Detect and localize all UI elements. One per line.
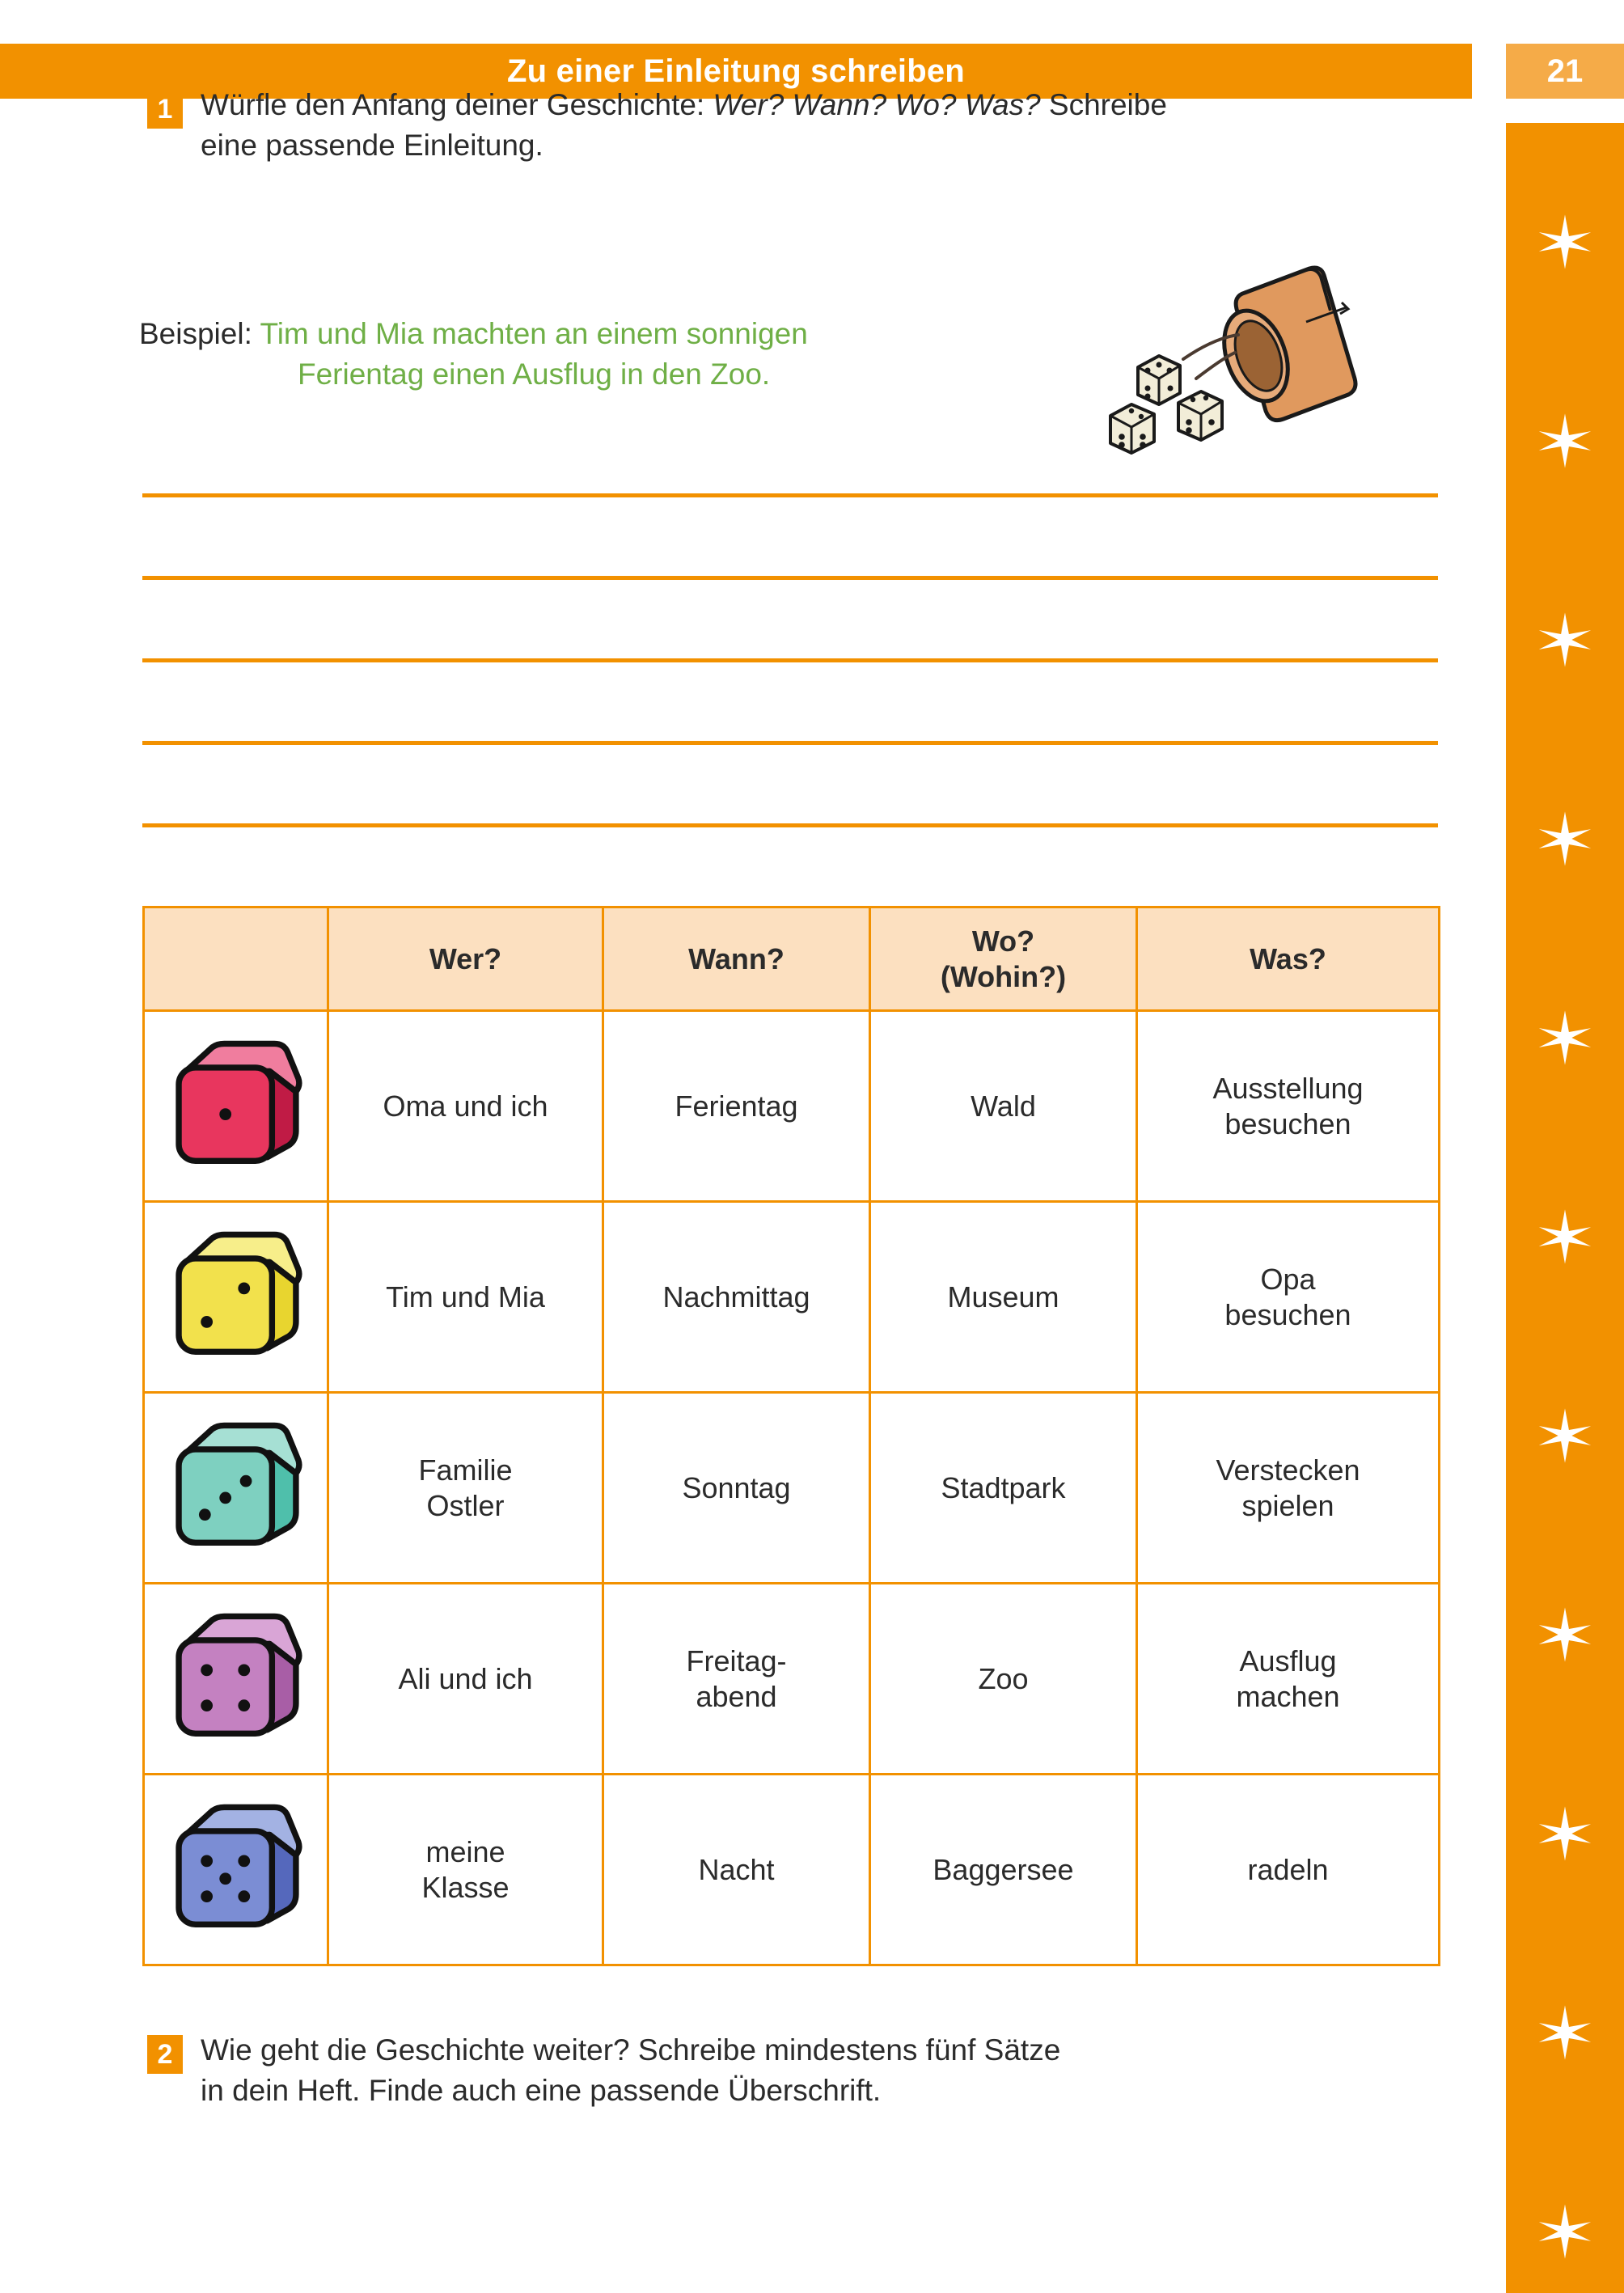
tumbling-die-icon [1138,356,1180,404]
writing-line[interactable] [142,658,1438,662]
table-cell-was-line1: Verstecken [1216,1453,1360,1487]
page-number-box [1506,44,1624,99]
table-header-wo [870,907,1137,1011]
table-cell-wann: Nacht [603,1775,870,1965]
tumbling-die-icon [1178,391,1222,440]
table-header-row [144,907,1440,1011]
task-1-text-italic: Wer? Wann? Wo? Was? [713,88,1041,121]
dice-cup-icon [1212,268,1355,421]
writing-lines-area[interactable] [142,493,1438,827]
die-5-blue-icon [145,1801,327,1939]
die-3-teal-icon [145,1419,327,1557]
table-row [144,1775,1440,1965]
table-header-wann: Wann? [603,907,870,1011]
task-2-line1: Wie geht die Geschichte weiter? Schreibe mindestens fünf Sätze [201,2033,1061,2067]
task-2-text [201,2030,1060,2112]
task-1-text [201,85,1231,167]
table-cell-wann [603,1584,870,1775]
task-1-text-part1: Würfle den Anfang deiner Geschichte: [201,88,713,121]
table-cell-wer-line1: meine [425,1835,505,1869]
table-cell-was [1137,1011,1440,1202]
die-2-yellow-icon [145,1229,327,1366]
table-cell-wer-line2: Klasse [421,1870,510,1904]
sparkle-star-icon [1537,611,1593,668]
table-header-die [144,907,328,1011]
table-cell-was-line1: Ausstellung [1212,1072,1364,1106]
table-header-was: Was? [1137,907,1440,1011]
writing-line[interactable] [142,823,1438,827]
page-number: 21 [1546,53,1584,89]
tumbling-die-icon [1110,404,1154,453]
table-row [144,1584,1440,1775]
decorative-sidebar [1506,123,1624,2293]
table-cell-die [144,1775,328,1965]
dice-cup-illustration [1064,257,1387,484]
table-cell-wer: Tim und Mia [328,1202,603,1393]
table-cell-wo: Wald [870,1011,1137,1202]
table-cell-was [1137,1584,1440,1775]
sparkle-star-icon [1537,2004,1593,2061]
table-cell-wann-line2: abend [696,1679,777,1713]
table-cell-was-line1: Ausflug [1239,1644,1337,1678]
task-1-number: 1 [147,90,183,129]
table-cell-was [1137,1393,1440,1584]
table-row [144,1011,1440,1202]
table-cell-wer: Oma und ich [328,1011,603,1202]
die-1-red-icon [145,1038,327,1175]
table-cell-wer [328,1775,603,1965]
table-cell-was: radeln [1137,1775,1440,1965]
sparkle-star-icon [1537,214,1593,270]
sparkle-star-icon [1537,810,1593,867]
sparkle-star-icon [1537,1606,1593,1663]
example-label: Beispiel: [139,317,252,350]
table-cell-die [144,1393,328,1584]
writing-line[interactable] [142,493,1438,497]
table-cell-was-line2: machen [1236,1679,1340,1713]
table-cell-wo: Baggersee [870,1775,1137,1965]
table-header-wer: Wer? [328,907,603,1011]
story-elements-table [142,906,1440,1966]
table-cell-wo: Stadtpark [870,1393,1137,1584]
table-cell-die [144,1584,328,1775]
writing-line[interactable] [142,741,1438,745]
table-cell-was-line2: besuchen [1224,1106,1351,1140]
task-2-number: 2 [147,2035,183,2074]
table-row [144,1202,1440,1393]
table-cell-wer-line2: Ostler [426,1488,505,1522]
sparkle-star-icon [1537,412,1593,469]
table-header-wo-line2: (Wohin?) [940,959,1067,993]
task-2-line2: in dein Heft. Finde auch eine passende Überschrift. [201,2074,882,2108]
table-cell-wer-line1: Familie [418,1453,513,1487]
sparkle-star-icon [1537,1208,1593,1265]
table-cell-wann: Nachmittag [603,1202,870,1393]
sparkle-star-icon [1537,1805,1593,1862]
table-row [144,1393,1440,1584]
example-sentence-line1: Tim und Mia machten an einem sonnigen [260,317,808,350]
table-cell-wo: Zoo [870,1584,1137,1775]
sparkle-star-icon [1537,1407,1593,1464]
table-cell-was-line2: besuchen [1224,1297,1351,1331]
table-cell-wann: Sonntag [603,1393,870,1584]
table-cell-wer: Ali und ich [328,1584,603,1775]
task-1-text-part2: Schreibe eine passende Einleitung. [201,88,1167,163]
page-title: Zu einer Einleitung schreiben [507,53,965,89]
sparkle-star-icon [1537,2203,1593,2260]
example-sentence-line2: Ferientag einen Ausflug in den Zoo. [298,357,771,391]
table-cell-was [1137,1202,1440,1393]
task-1 [147,85,1231,167]
sparkle-star-icon [1537,1009,1593,1066]
writing-line[interactable] [142,576,1438,580]
table-cell-die [144,1202,328,1393]
task-2 [147,2030,1360,2112]
table-cell-wann-line1: Freitag- [686,1644,787,1678]
table-cell-was-line2: spielen [1241,1488,1334,1522]
table-cell-wann: Ferientag [603,1011,870,1202]
table-header-wo-line1: Wo? [971,924,1035,958]
die-4-purple-icon [145,1610,327,1748]
table-cell-was-line1: Opa [1260,1263,1316,1297]
table-cell-wer [328,1393,603,1584]
table-cell-wo: Museum [870,1202,1137,1393]
table-cell-die [144,1011,328,1202]
